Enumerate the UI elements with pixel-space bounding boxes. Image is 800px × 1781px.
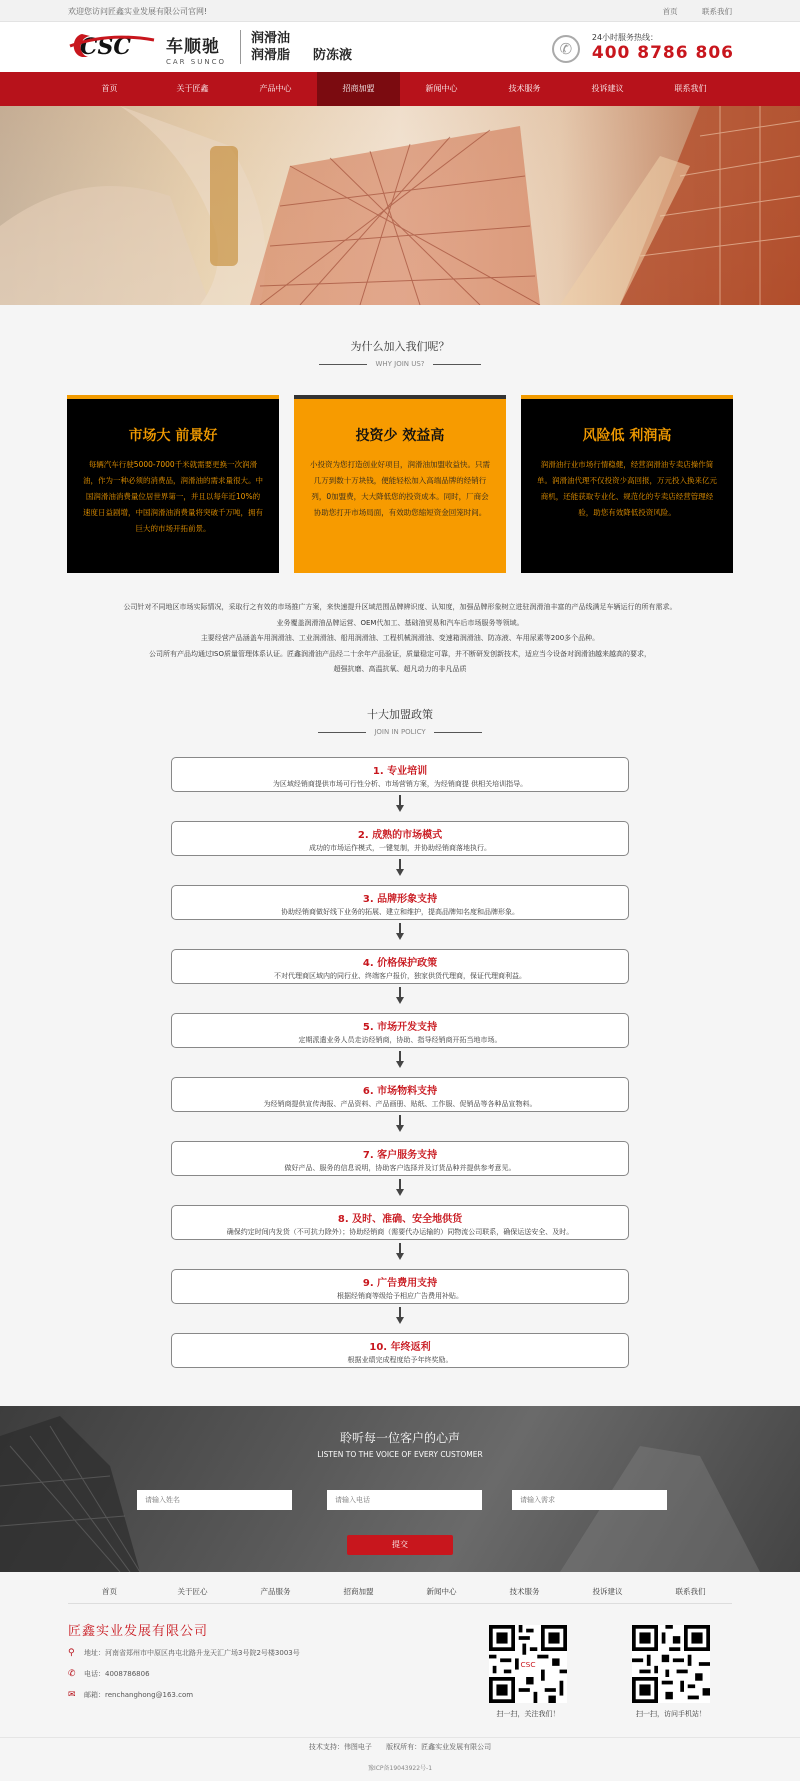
address-text: 地址：河南省郑州市中原区冉屯北路升龙天汇广场3号院2号楼3003号 — [84, 1649, 300, 1657]
policy-step-desc: 为区域经销商提供市场可行性分析、市场营销方案，为经销商提 供相关培训指导。 — [272, 780, 528, 788]
feedback-subtitle: LISTEN TO THE VOICE OF EVERY CUSTOMER — [317, 1450, 483, 1459]
policy-section-head — [0, 706, 800, 736]
copyright-text: 版权所有：匠鑫实业发展有限公司 — [386, 1743, 492, 1751]
policy-step-desc: 为经销商提供宣传海报、产品资料、产品画册、贴纸、工作服、促销品等各种品宣物料。 — [263, 1100, 537, 1108]
svg-text:CSC: CSC — [520, 1659, 536, 1669]
name-input[interactable] — [137, 1490, 292, 1510]
footer-nav — [68, 1580, 732, 1604]
address-row — [68, 1648, 300, 1658]
slogan-item: 润滑脂 — [251, 48, 291, 63]
slogan-item: 润滑油 — [251, 31, 291, 46]
policy-step-title: 2. 成熟的市场模式 — [357, 830, 443, 841]
top-link-contact[interactable]: 联系我们 — [702, 7, 732, 16]
policy-step-title: 3. 品牌形象支持 — [362, 894, 438, 905]
footer-link-products[interactable]: 产品服务 — [260, 1587, 291, 1596]
mail-icon: ✉ — [68, 1690, 76, 1700]
section-title: 为什么加入我们呢？ — [350, 340, 450, 353]
feature-text: 润滑油行业市场行情稳健，经营润滑油专卖店操作简单。润滑油代理不仅投资少高回报，万元投入换来亿元商机，还能获取专业化、规范化的专卖店经营管理经验，助您有效降低投资风险。 — [537, 460, 717, 517]
down-arrow-icon — [397, 987, 403, 1005]
email-row — [68, 1690, 193, 1700]
policy-step — [171, 1013, 629, 1048]
nav-item-franchise[interactable]: 招商加盟 — [317, 72, 400, 106]
footer-link-home[interactable]: 首页 — [102, 1587, 117, 1596]
banner-image — [0, 106, 800, 305]
qr-caption: 扫一扫，访问手机站！ — [636, 1710, 706, 1718]
footer-link-news[interactable]: 新闻中心 — [426, 1587, 457, 1596]
policy-step-title: 6. 市场物料支持 — [362, 1086, 438, 1097]
phone-icon: ✆ — [552, 35, 580, 63]
feature-text: 每辆汽车行驶5000-7000千米就需要更换一次润滑油，作为一种必须的消费品，润滑油的需求量很大。中国润滑油消费量位居世界第一，并且以每年近10%的速度日益剧增，中国润滑油消费量将突破千万吨，拥有巨大的市场开拓前景。 — [83, 460, 263, 533]
footer-link-about[interactable]: 关于匠心 — [177, 1587, 208, 1596]
company-intro — [68, 600, 732, 678]
nav-item-contact[interactable]: 联系我们 — [674, 84, 707, 93]
policy-step-title: 4. 价格保护政策 — [362, 958, 438, 969]
down-arrow-icon — [397, 923, 403, 941]
policy-step — [171, 1077, 629, 1112]
wechat-qr-code-icon — [489, 1625, 567, 1703]
site-header — [0, 22, 800, 72]
phone-icon: ✆ — [68, 1669, 76, 1679]
down-arrow-icon — [397, 859, 403, 877]
policy-step — [171, 885, 629, 920]
policy-step — [171, 1141, 629, 1176]
down-arrow-icon — [397, 795, 403, 813]
policy-step — [171, 1333, 629, 1368]
intro-line: 公司所有产品均通过ISO质量管理体系认证。匠鑫润滑油产品经二十余年产品验证，质量稳定可靠，并不断研发创新技术，适应当今设备对润滑油越来越高的要求， — [148, 649, 651, 658]
nav-item-news[interactable]: 新闻中心 — [425, 84, 458, 93]
csc-logo-icon[interactable] — [68, 30, 158, 62]
top-links — [641, 6, 732, 17]
down-arrow-icon — [397, 1115, 403, 1133]
section-subtitle: JOIN IN POLICY — [366, 728, 433, 736]
feature-box — [67, 395, 279, 573]
policy-step-title: 1. 专业培训 — [372, 766, 428, 777]
policy-step-title: 7. 客户服务支持 — [362, 1150, 438, 1161]
email-text: 邮箱：renchanghong@163.com — [84, 1691, 194, 1699]
section-title: 十大加盟政策 — [367, 708, 433, 721]
submit-button[interactable]: 提交 — [347, 1535, 453, 1555]
location-icon: ⚲ — [68, 1648, 75, 1658]
feedback-section — [0, 1406, 800, 1572]
top-bar — [0, 0, 800, 22]
nav-item-products[interactable]: 产品中心 — [259, 84, 292, 93]
phone-input[interactable] — [327, 1490, 482, 1510]
hotline-number: 400 8786 806 — [591, 43, 734, 63]
feature-text: 小投资为您打造创业好项目，润滑油加盟收益快。只需几万到数十万块钱，便能轻松加入高端品牌的经销行列，0加盟费，大大降低您的投资成本。同时，厂商会协助您打开市场局面，有效助您缩短资金回笼时间。 — [310, 460, 490, 517]
policy-step-title: 10. 年终返利 — [369, 1342, 431, 1353]
brand-name-en: CAR SUNCO — [166, 58, 226, 66]
policy-step — [171, 1205, 629, 1240]
copyright-bar — [0, 1737, 800, 1752]
footer-link-contact[interactable]: 联系我们 — [675, 1587, 706, 1596]
nav-item-tech[interactable]: 技术服务 — [508, 84, 541, 93]
policy-step-desc: 根据业绩完成程度给予年终奖励。 — [347, 1356, 453, 1364]
mobile-site-qr-code-icon — [632, 1625, 710, 1703]
footer-link-franchise[interactable]: 招商加盟 — [343, 1587, 374, 1596]
feature-title: 市场大 前景好 — [128, 428, 218, 444]
policy-step-title: 5. 市场开发支持 — [362, 1022, 438, 1033]
down-arrow-icon — [397, 1243, 403, 1261]
policy-step-desc: 做好产品、服务的信息说明，协助客户选择并及订货品种并提供参考意见。 — [284, 1164, 516, 1172]
feedback-title: 聆听每一位客户的心声 — [339, 1431, 460, 1445]
why-join-section — [0, 338, 800, 368]
intro-line: 公司针对不同地区市场实际情况，采取行之有效的市场推广方案，来快速提升区域范围品牌辨识度、认知度，加强品牌形象树立进驻润滑油丰富的产品线满足车辆运行的所有需求。 — [123, 603, 677, 611]
main-nav — [0, 72, 800, 106]
qr-caption: 扫一扫，关注我们！ — [496, 1710, 560, 1718]
policy-step-desc: 确保约定时间内发货（不可抗力除外）；协助经销商（需要代办运输的）同物流公司联系，确保运送安全、及时。 — [226, 1228, 574, 1236]
hotline-label: 24小时服务热线： — [591, 33, 659, 42]
policy-step — [171, 757, 629, 792]
footer-link-tech[interactable]: 技术服务 — [509, 1587, 540, 1596]
svg-text:CSC: CSC — [80, 34, 131, 60]
down-arrow-icon — [397, 1051, 403, 1069]
welcome-text: 欢迎您访问匠鑫实业发展有限公司官网! — [68, 7, 208, 16]
feature-title: 风险低 利润高 — [582, 428, 672, 444]
feature-box — [294, 395, 506, 573]
intro-line: 业务覆盖润滑油品牌运营、OEM代加工、基础油贸易和汽车后市场服务等领域。 — [276, 618, 524, 627]
policy-step-desc: 根据经销商等级给予相应广告费用补贴。 — [337, 1292, 463, 1300]
hero-banner — [0, 106, 800, 305]
policy-step-desc: 协助经销商做好线下业务的拓展、建立和维护，提高品牌知名度和品牌形象。 — [281, 908, 519, 916]
section-subtitle: WHY JOIN US? — [367, 360, 432, 368]
policy-step-title: 8. 及时、准确、安全地供货 — [337, 1214, 463, 1225]
policy-step-desc: 成功的市场运作模式，一键复制，并协助经销商落地执行。 — [309, 844, 491, 852]
policy-step-desc: 不对代理商区域内的同行业、终端客户报价，独家供货代理商，保证代理商利益。 — [274, 972, 526, 980]
down-arrow-icon — [397, 1307, 403, 1325]
feature-title: 投资少 效益高 — [355, 428, 445, 444]
policy-step-title: 9. 广告费用支持 — [362, 1278, 438, 1289]
nav-item-about[interactable]: 关于匠鑫 — [176, 84, 209, 93]
policy-step — [171, 1269, 629, 1304]
intro-line: 超强抗磨、高温抗氧、超凡动力的非凡品质 — [333, 665, 467, 673]
footer-link-complaints[interactable]: 投诉建议 — [592, 1587, 623, 1596]
product-slogan — [240, 30, 353, 64]
footer-company — [68, 1620, 208, 1639]
slogan-item: 防冻液 — [313, 48, 353, 63]
company-name: 匠鑫实业发展有限公司 — [68, 1624, 209, 1639]
icp-record[interactable]: 豫ICP备19043922号-1 — [367, 1765, 433, 1772]
nav-item-complaints[interactable]: 投诉建议 — [591, 84, 624, 93]
tech-support-text[interactable]: 技术支持：伟图电子 — [308, 1743, 372, 1751]
top-link-home[interactable]: 首页 — [662, 7, 678, 16]
policy-step — [171, 949, 629, 984]
policy-step — [171, 821, 629, 856]
intro-line: 主要经营产品涵盖车用润滑油、工业润滑油、船用润滑油、工程机械润滑油、变速箱润滑油、防冻液、车用尿素等200多个品种。 — [200, 634, 600, 642]
need-input[interactable] — [512, 1490, 667, 1510]
policy-step-desc: 定期派遣业务人员走访经销商，协助、指导经销商开拓当地市场。 — [298, 1036, 502, 1044]
brand-name-cn: 车顺驰 — [166, 37, 220, 57]
phone-row — [68, 1669, 150, 1679]
feature-box — [521, 395, 733, 573]
nav-item-home[interactable]: 首页 — [101, 84, 118, 93]
brand — [166, 32, 226, 66]
hotline — [559, 32, 734, 63]
down-arrow-icon — [397, 1179, 403, 1197]
phone-text: 电话：4008786806 — [84, 1670, 150, 1678]
